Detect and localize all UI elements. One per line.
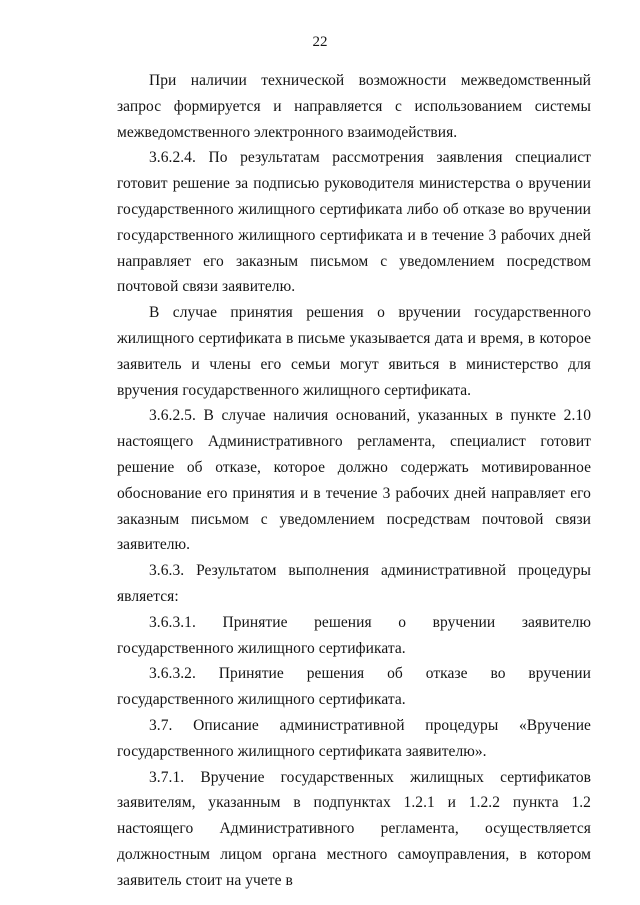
paragraph-interagency-request: При наличии технической возможности межведомственный запрос формируется и направляется с использованием системы межведомственного электронного взаимодействия. xyxy=(117,72,591,141)
paragraph-3-6-2-4: 3.6.2.4. По результатам рассмотрения заявления специалист готовит решение за подписью руководителя министерства о вручении государственного жилищного сертификата либо об отказе во вручении государственного жилищного сертификата и в течение 3 рабочих дней направляет его заказным письмом с уведомлением посредством почтовой связи заявителю. xyxy=(117,149,591,296)
paragraph-decision-letter: В случае принятия решения о вручении государственного жилищного сертификата в письме указывается дата и время, в которое заявитель и члены его семьи могут явиться в министерство для вручения государственного жилищного сертификата. xyxy=(117,304,591,399)
paragraph-3-6-2-5: 3.6.2.5. В случае наличия оснований, указанных в пункте 2.10 настоящего Административного регламента, специалист готовит решение об отказе, которое должно содержать мотивированное обоснование его принятия и в течение 3 рабочих дней направляет его заказным письмом с уведомлением посредствам почтовой связи заявителю. xyxy=(117,407,591,554)
paragraph-3-7: 3.7. Описание административной процедуры «Вручение государственного жилищного сертификата заявителю». xyxy=(117,716,591,760)
paragraph-3-6-3-2: 3.6.3.2. Принятие решения об отказе во вручении государственного жилищного сертификата. xyxy=(117,665,591,709)
document-body xyxy=(117,68,591,894)
page-number: 22 xyxy=(312,34,328,50)
paragraph-3-6-3-1: 3.6.3.1. Принятие решения о вручении заявителю государственного жилищного сертификата. xyxy=(117,613,591,657)
paragraph-3-7-1: 3.7.1. Вручение государственных жилищных сертификатов заявителям, указанным в подпунктах 1.2.1 и 1.2.2 пункта 1.2 настоящего Административного регламента, осуществляется должностным лицом органа местного самоуправления, в котором заявитель стоит на учете в xyxy=(117,768,591,889)
paragraph-3-6-3: 3.6.3. Результатом выполнения административной процедуры является: xyxy=(117,562,591,605)
